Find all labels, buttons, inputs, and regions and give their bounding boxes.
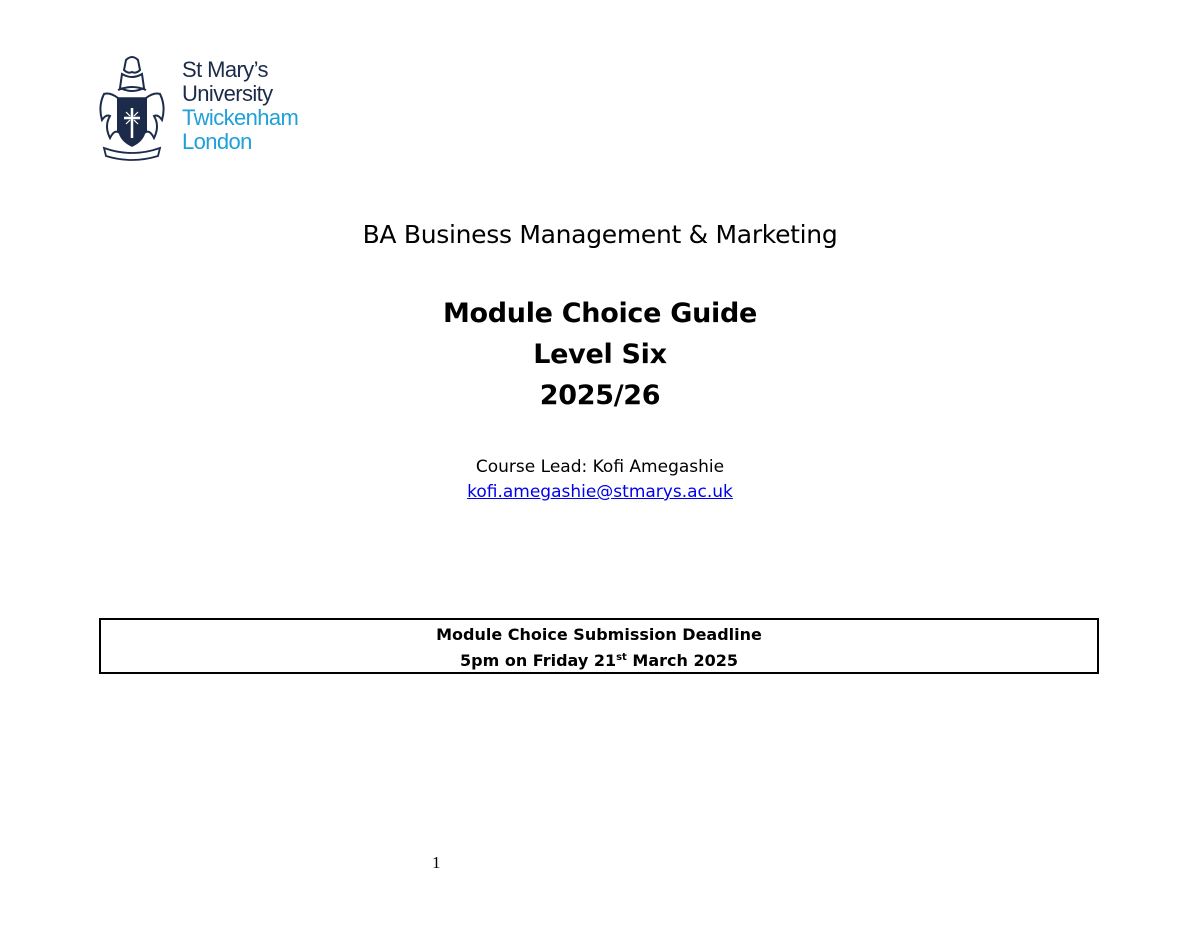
deadline-ordinal-suffix: st [616, 652, 627, 663]
deadline-heading: Module Choice Submission Deadline [436, 625, 762, 644]
university-crest-icon [96, 54, 168, 162]
deadline-time-suffix: March 2025 [626, 651, 738, 670]
deadline-time [101, 648, 1097, 674]
university-wordmark [182, 58, 298, 154]
guide-level: Level Six [533, 339, 667, 370]
page-number: 1 [432, 853, 441, 872]
course-lead-label: Course Lead: Kofi Amegashie [475, 457, 725, 477]
logo-line-4: London [182, 129, 252, 154]
logo-line-1: St Mary’s [182, 57, 268, 82]
guide-year: 2025/26 [539, 380, 661, 411]
guide-title-block [0, 293, 1200, 416]
course-lead-block [0, 455, 1200, 505]
deadline-time-prefix: 5pm on Friday 21 [460, 651, 617, 670]
guide-title: Module Choice Guide [442, 298, 758, 329]
logo-line-2: University [182, 81, 273, 106]
course-title: BA Business Management & Marketing [362, 220, 838, 249]
deadline-box [99, 618, 1099, 674]
course-lead-email-link[interactable]: kofi.amegashie@stmarys.ac.uk [467, 482, 733, 502]
university-logo [96, 54, 312, 162]
logo-line-3: Twickenham [182, 105, 299, 130]
